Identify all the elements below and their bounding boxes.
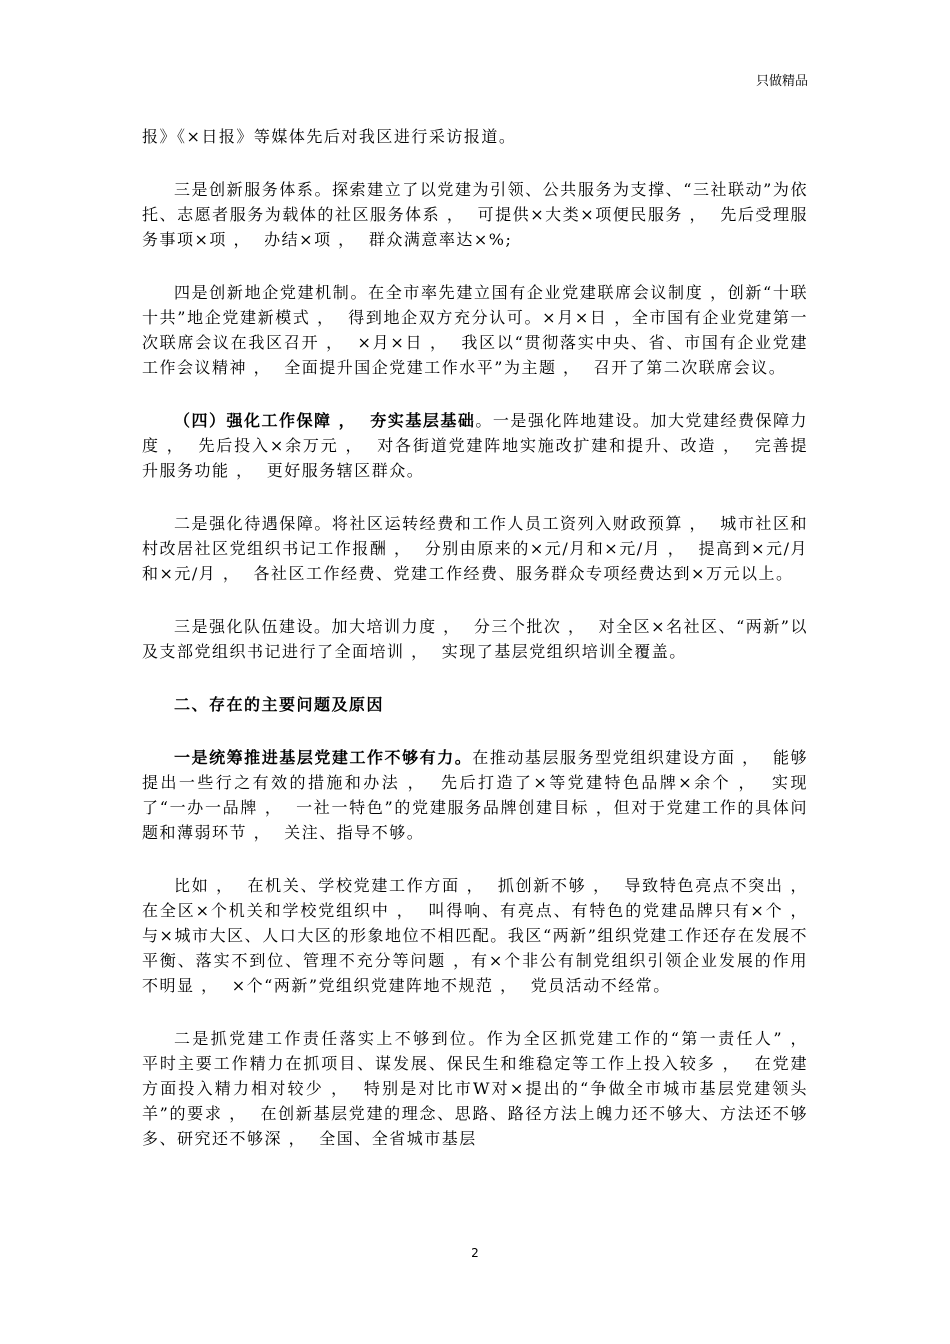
paragraph-enterprise-mechanism: 四是创新地企党建机制。在全市率先建立国有企业党建联席会议制度 ，创新“十联十共”地企党建新模式 ， 得到地企双方充分认可。×月×日 ，全市国有企业党建第一次联席会议在我区召开 ， ×月×日 ， 我区以“贯彻落实中央、省、市国有企业党建工作会议精神 ， 全面提升国企党建工作水平”为主题 ， 召开了第二次联席会议。 — [142, 283, 808, 377]
paragraph-text: 。一是强化阵地建设。加大党建经费保障力度 ， 先后投入×余万元 ， 对各街道党建阵地实施改扩建和提升、改造 ， 完善提升服务功能 ， 更好服务辖区群众。 — [142, 411, 808, 480]
document-body — [142, 124, 822, 1179]
paragraph-team-building: 三是强化队伍建设。加大培训力度 ， 分三个批次 ， 对全区×名社区、“两新”以及支部党组织书记进行了全面培训 ， 实现了基层党组织培训全覆盖。 — [142, 617, 808, 661]
paragraph-example: 比如 ， 在机关、学校党建工作方面 ， 抓创新不够 ， 导致特色亮点不突出 ， 在全区×个机关和学校党组织中 ， 叫得响、有亮点、有特色的党建品牌只有×个 ， 与×城市大区、人口大区的形象地位不相匹配。我区“两新”组织党建工作还存在发展不平衡、落实不到位、管理不充分等问题 ，有×个非公有制党组织引领企业发展的作用不明显 ， ×个“两新”党组织党建阵地不规范 ， 党员活动不经常。 — [142, 876, 822, 995]
paragraph-work-guarantee — [142, 408, 808, 483]
paragraph-treatment-guarantee: 二是强化待遇保障。将社区运转经费和工作人员工资列入财政预算 ， 城市社区和村改居社区党组织书记工作报酬 ， 分别由原来的×元/月和×元/月 ， 提高到×元/月和×元/月 ， 各社区工作经费、党建工作经费、服务群众专项经费达到×万元以上。 — [142, 514, 808, 583]
header-watermark-text: 只做精品 — [755, 74, 808, 89]
section-heading-inline: （四）强化工作保障 ， 夯实基层基础 — [174, 411, 476, 430]
paragraph-text: 在推动基层服务型党组织建设方面 ， 能够提出一些行之有效的措施和办法 ， 先后打造了×等党建特色品牌×余个 ， 实现了“一办一品牌 ， 一社一特色”的党建服务品牌创建目标 ，但对于党建工作的具体问题和薄弱环节 ， 关注、指导不够。 — [142, 748, 808, 842]
paragraph-continuation: 报》《×日报》等媒体先后对我区进行采访报道。 — [142, 127, 517, 146]
paragraph-problem-one — [142, 745, 808, 845]
problem-heading-inline: 一是统筹推进基层党建工作不够有力。 — [174, 748, 473, 767]
paragraph-responsibility: 二是抓党建工作责任落实上不够到位。作为全区抓党建工作的“第一责任人” ， 平时主要工作精力在抓项目、谋发展、保民生和维稳定等工作上投入较多 ， 在党建方面投入精力相对较少 ， 特别是对比市W对×提出的“争做全市城市基层党建领头羊”的要求 ， 在创新基层党建的理念、思路、路径方法上魄力还不够大、方法还不够多、研究还不够深 ， 全国、全省城市基层 — [142, 1029, 822, 1148]
page-number: 2 — [471, 1246, 479, 1260]
section-heading: 二、存在的主要问题及原因 — [174, 695, 385, 714]
paragraph-service-system: 三是创新服务体系。探索建立了以党建为引领、公共服务为支撑、“三社联动”为依托、志愿者服务为载体的社区服务体系 ， 可提供×大类×项便民服务 ， 先后受理服务事项×项 ， 办结×项 ， 群众满意率达×%; — [142, 180, 808, 249]
